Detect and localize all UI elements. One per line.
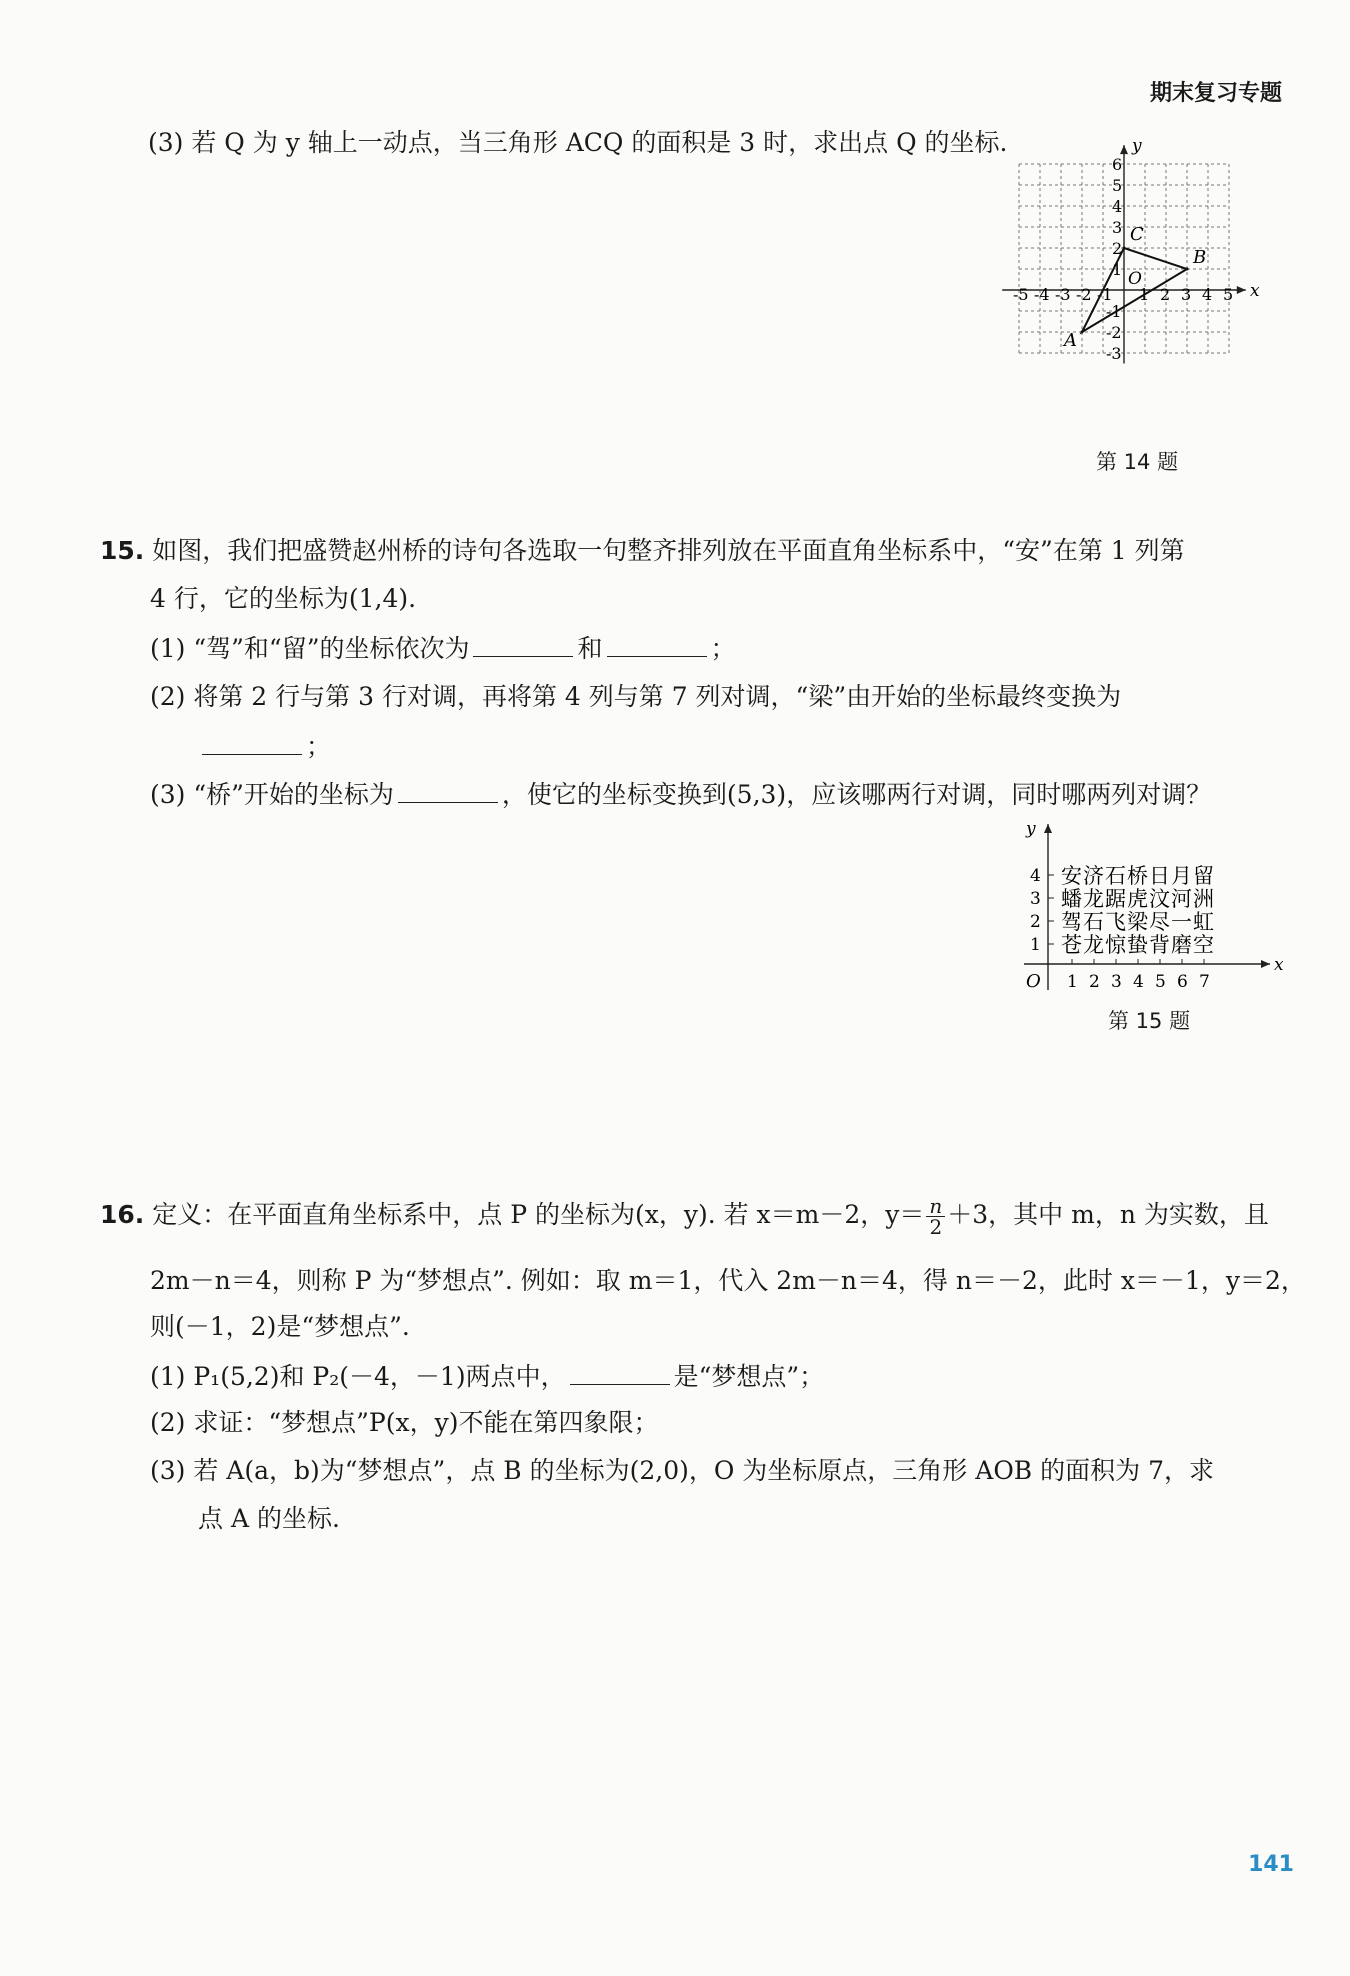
- q14-x-tick-label: 4: [1202, 285, 1213, 304]
- q15-number: 15.: [100, 536, 145, 565]
- q16-fraction-numerator: n: [926, 1196, 945, 1217]
- q16-line1: [100, 1196, 1269, 1237]
- q15-part3-text-a: (3) “桥”开始的坐标为: [150, 780, 394, 809]
- q14-figure: [1000, 136, 1290, 436]
- q15-y-axis-arrow: [1044, 824, 1052, 833]
- q15-x-axis-arrow: [1261, 960, 1270, 968]
- q16-part1-blank[interactable]: [570, 1358, 670, 1385]
- q14-y-tick-label: -1: [1106, 302, 1122, 321]
- q14-y-axis-label: y: [1132, 136, 1142, 157]
- q14-x-tick-label: -3: [1055, 285, 1071, 304]
- q15-y-tick-label: 4: [1030, 866, 1041, 886]
- q15-x-tick-label: 6: [1177, 972, 1188, 992]
- q15-part1-text-a: (1) “驾”和“留”的坐标依次为: [150, 634, 470, 663]
- q15-x-axis-label: x: [1274, 955, 1284, 975]
- q15-character-rows: [1061, 864, 1215, 957]
- q14-x-axis-label: x: [1250, 281, 1260, 301]
- q15-x-tick-label: 4: [1133, 972, 1144, 992]
- q16-part1-text-b: 是“梦想点”；: [673, 1362, 825, 1391]
- q15-figure: [1020, 816, 1290, 996]
- q14-y-tick-label: -2: [1106, 323, 1122, 342]
- q16-line1-text-b: ＋3，其中 m，n 为实数，且: [947, 1200, 1269, 1229]
- q15-character-row: 驾石飞梁尽一虹: [1061, 910, 1215, 934]
- q15-y-tick-label: 2: [1030, 912, 1041, 932]
- q15-part2-line1: (2) 将第 2 行与第 3 行对调，再将第 4 列与第 7 列对调，“梁”由开始的坐标最终变换为: [150, 682, 1122, 711]
- q14-y-tick-label: -3: [1106, 344, 1122, 363]
- q15-x-tick-label: 2: [1089, 972, 1100, 992]
- q14-y-axis-arrow: [1120, 145, 1128, 154]
- q15-y-tick-label: 1: [1030, 935, 1041, 955]
- page-number: 141: [1248, 1852, 1294, 1877]
- q16-number: 16.: [100, 1200, 145, 1229]
- q15-part3-blank[interactable]: [398, 776, 498, 803]
- q16-fraction: [926, 1196, 945, 1237]
- q15-y-axis-label: y: [1026, 819, 1036, 839]
- q15-part2-blank[interactable]: [202, 728, 302, 755]
- q16-line1-text-a: 定义：在平面直角坐标系中，点 P 的坐标为(x，y). 若 x＝m－2，y＝: [152, 1200, 925, 1229]
- q16-fraction-denominator: 2: [929, 1215, 943, 1239]
- q15-part1-blank-1[interactable]: [473, 630, 573, 657]
- q15-x-tick-label: 7: [1199, 972, 1210, 992]
- q14-x-axis-arrow: [1237, 286, 1246, 294]
- q15-part3: [150, 776, 1211, 812]
- q15-part1: [150, 630, 736, 666]
- q14-point-label-b: B: [1193, 247, 1207, 268]
- q15-part1-text-c: ；: [710, 634, 736, 663]
- q14-y-tick-label: 4: [1112, 197, 1123, 216]
- q14-y-tick-label: 1: [1112, 260, 1123, 279]
- q14-x-tick-label: -1: [1097, 285, 1113, 304]
- q14-point-label-a: A: [1064, 330, 1077, 351]
- q15-part3-text-b: ，使它的坐标变换到(5,3)，应该哪两行对调，同时哪两列对调？: [501, 780, 1212, 809]
- q15-intro-line2: 4 行，它的坐标为(1,4).: [150, 584, 417, 613]
- q14-origin-label: O: [1128, 269, 1142, 289]
- q14-x-tick-label: 2: [1160, 285, 1171, 304]
- q15-x-tick-label: 5: [1155, 972, 1166, 992]
- q15-figure-caption: 第 15 题: [1108, 1009, 1191, 1033]
- q14-point-label-c: C: [1130, 224, 1144, 245]
- q15-part2-line2: [198, 728, 331, 764]
- q14-x-tick-label: 1: [1139, 285, 1150, 304]
- q14-y-tick-label: 3: [1112, 218, 1123, 237]
- q15-x-tick-label: 3: [1111, 972, 1122, 992]
- q14-axes: [1002, 145, 1246, 363]
- q16-part1: [150, 1358, 824, 1394]
- q14-x-tick-label: -5: [1013, 285, 1029, 304]
- page-header-title: 期末复习专题: [1149, 81, 1282, 106]
- q15-part1-text-b: 和: [577, 634, 603, 663]
- q14-x-tick-label: -2: [1076, 285, 1092, 304]
- q16-part1-text-a: (1) P₁(5,2)和 P₂(－4，－1)两点中，: [150, 1362, 566, 1391]
- q14-y-tick-label: 2: [1112, 239, 1123, 258]
- q14-x-tick-label: -4: [1034, 285, 1050, 304]
- q14-figure-caption: 第 14 题: [1096, 450, 1179, 474]
- q15-character-row: 安济石桥日月留: [1061, 864, 1215, 888]
- q15-x-tick-label: 1: [1067, 972, 1078, 992]
- q16-part3-line1: (3) 若 A(a，b)为“梦想点”，点 B 的坐标为(2,0)，O 为坐标原点，三角形 AOB 的面积为 7，求: [150, 1456, 1214, 1485]
- q16-part2: (2) 求证：“梦想点”P(x，y)不能在第四象限；: [150, 1408, 659, 1437]
- q15-part2-end: ；: [306, 732, 332, 761]
- q15-character-row: 蟠龙踞虎汶河洲: [1061, 887, 1215, 911]
- q15-intro-line1: [100, 534, 1185, 568]
- q15-character-row: 苍龙惊蛰背磨空: [1061, 933, 1215, 957]
- q14-point-a: [1081, 331, 1084, 334]
- q15-origin-label: O: [1026, 971, 1041, 992]
- q16-part3-line2: 点 A 的坐标.: [198, 1504, 340, 1533]
- q14-point-b: [1186, 268, 1189, 271]
- q14-x-tick-label: 5: [1223, 285, 1234, 304]
- q14-part3-text: (3) 若 Q 为 y 轴上一动点，当三角形 ACQ 的面积是 3 时，求出点 Q 的坐标.: [148, 128, 1008, 157]
- q14-y-tick-label: 6: [1112, 155, 1123, 174]
- q16-line2: 2m－n＝4，则称 P 为“梦想点”. 例如：取 m＝1，代入 2m－n＝4，得 n＝－2，此时 x＝－1，y＝2，: [150, 1266, 1306, 1295]
- q15-part1-blank-2[interactable]: [607, 630, 707, 657]
- q14-x-tick-label: 3: [1181, 285, 1192, 304]
- q14-point-c: [1123, 247, 1126, 250]
- q15-y-tick-label: 3: [1030, 889, 1041, 909]
- q15-intro-text: 如图，我们把盛赞赵州桥的诗句各选取一句整齐排列放在平面直角坐标系中，“安”在第 1 列第: [152, 536, 1185, 565]
- q14-y-tick-label: 5: [1112, 176, 1123, 195]
- q16-line3: 则(－1，2)是“梦想点”.: [150, 1312, 410, 1341]
